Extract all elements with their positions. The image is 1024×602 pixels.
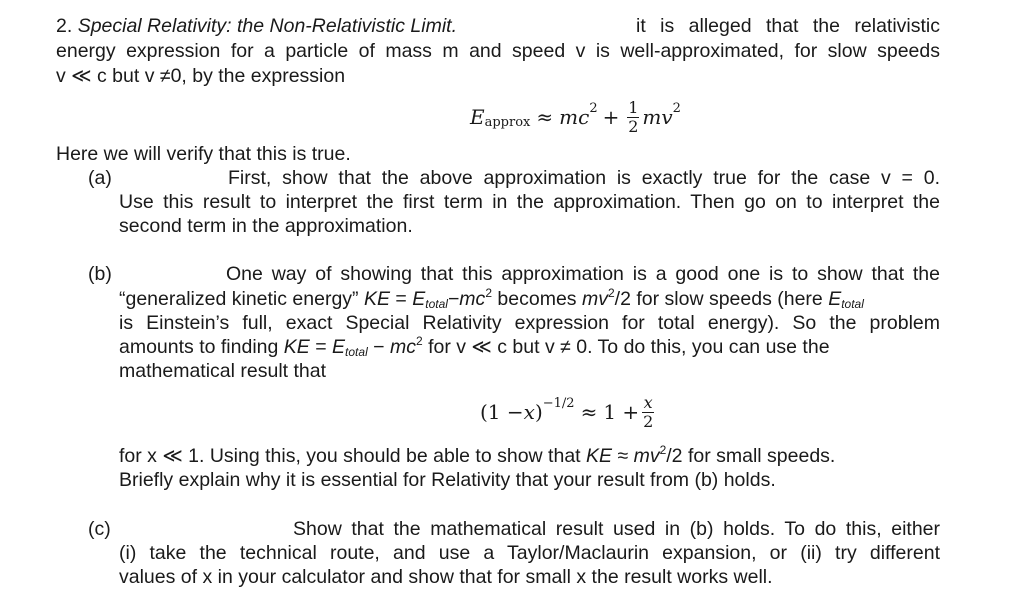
part-c-label: (c) — [88, 518, 111, 540]
eq2-x: x — [523, 400, 535, 424]
part-c-line-2: (i) take the technical route, and use a Taylor/Maclaurin expansion, or (ii) try different — [119, 542, 940, 564]
eq2-open: (1 − — [480, 400, 524, 424]
verify-line: Here we will verify that this is true. — [56, 143, 351, 165]
part-b-line-6: for x ≪ 1. Using this, you should be able to show that KE ≈ $mv^2/2$ for small speeds. — [119, 443, 836, 467]
eq2-frac-num: x — [643, 392, 653, 412]
part-a-line-1: First, show that the above approximation is exactly true for the case v = 0. — [228, 167, 940, 189]
part-b-line-3: is Einstein’s full, exact Special Relativity expression for total energy). So the problem — [119, 312, 940, 334]
eq1-frac-den: 2 — [628, 116, 639, 136]
ke-symbol: KE — [363, 288, 390, 310]
part-b-line-1: One way of showing that this approximation is a good one is to show that the — [226, 263, 940, 285]
part-b-line-7: Briefly explain why it is essential for Relativity that your result from (b) holds. — [119, 469, 776, 491]
eq1-term1: mc — [559, 105, 590, 129]
eq1-fraction — [627, 97, 639, 136]
problem-number: 2. — [56, 15, 73, 37]
intro-line-3: v ≪ c but v ≠0, by the expression — [56, 65, 346, 87]
part-b-line-5: mathematical result that — [119, 360, 327, 382]
eq2-fraction — [642, 392, 654, 431]
eq2-frac-den: 2 — [643, 411, 654, 431]
equation-e-approx — [470, 95, 681, 139]
part-c-line-1: Show that the mathematical result used in (b) holds. To do this, either — [293, 518, 940, 540]
eq1-lhs-sub: approx — [484, 114, 531, 130]
intro-line-1: it is alleged that the relativistic — [636, 15, 940, 37]
part-b-line-2: “generalized kinetic energy” KE = $Etotal-mc^2$ becomes $mv^2/2$ for slow speeds (here Etotal — [119, 286, 864, 311]
part-b-label: (b) — [88, 263, 112, 285]
intro-line-2: energy expression for a particle of mass m and speed v is well-approximated, for slow speeds — [56, 40, 940, 62]
problem-heading — [56, 14, 457, 38]
eq1-frac-num: 1 — [628, 97, 639, 117]
eq2-approx: ≈ — [580, 400, 598, 424]
eq2-one-plus: 1 + — [603, 400, 640, 424]
part-b-line-4: amounts to finding KE = Etotal − $mc^2$ for v ≪ c but v ≠ 0. To do this, you can use the — [119, 334, 830, 359]
part-a-label: (a) — [88, 167, 112, 189]
part-c-line-3: values of x in your calculator and show that for small x the result works well. — [119, 566, 773, 588]
eq1-plus: + — [602, 105, 620, 129]
eq1-term1-sup: 2 — [589, 100, 598, 116]
problem-title: Special Relativity: the Non-Relativistic Limit. — [77, 15, 457, 37]
eq2-exp: −1/2 — [542, 395, 575, 411]
part-a-line-2: Use this result to interpret the first term in the approximation. Then go on to interpret the — [119, 191, 940, 213]
eq2-close: ) — [534, 400, 543, 424]
part-a-line-3: second term in the approximation. — [119, 215, 413, 237]
equation-binomial — [480, 390, 657, 434]
eq1-lhs: E — [470, 105, 485, 129]
eq1-term2: mv — [642, 105, 673, 129]
eq1-term2-sup: 2 — [672, 100, 681, 116]
eq1-approx: ≈ — [536, 105, 554, 129]
